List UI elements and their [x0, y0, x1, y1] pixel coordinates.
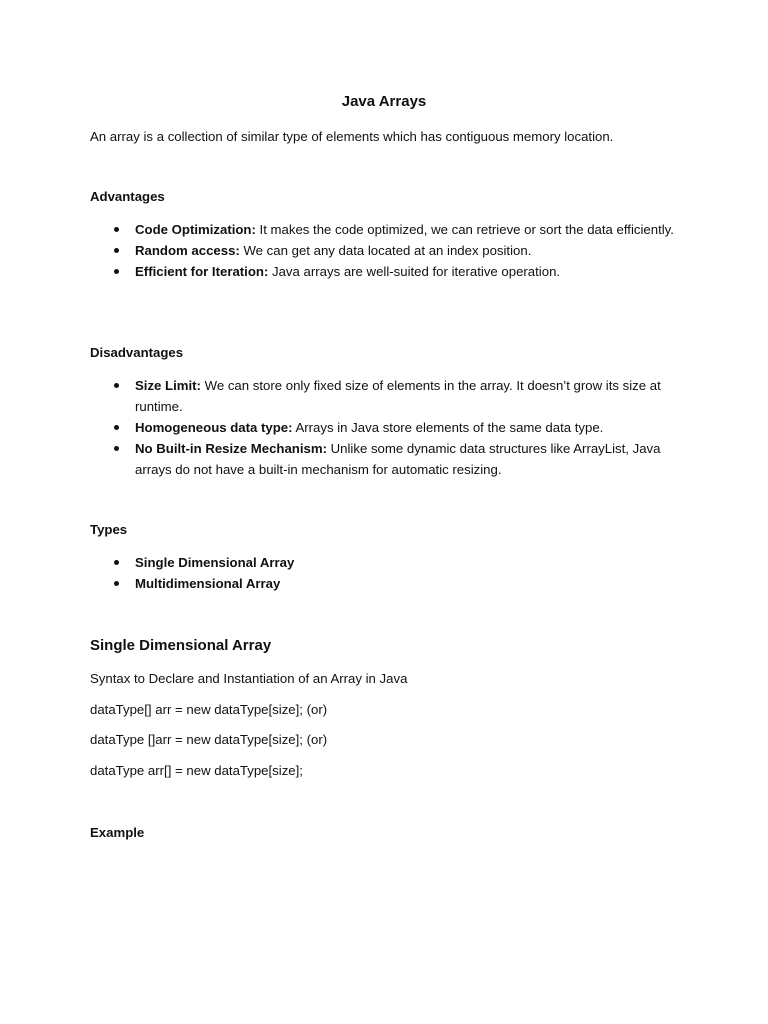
list-item	[90, 219, 686, 240]
syntax-line: dataType[] arr = new dataType[size]; (or)	[90, 702, 328, 717]
item-term: Code Optimization:	[135, 222, 256, 237]
example-heading: Example	[90, 825, 145, 840]
advantages-list	[90, 219, 686, 282]
page-title: Java Arrays	[341, 93, 427, 110]
intro-paragraph: An array is a collection of similar type of elements which has contiguous memory location.	[90, 129, 614, 144]
disadvantages-list	[90, 375, 686, 480]
item-term: Single Dimensional Array	[135, 555, 295, 570]
item-term: Multidimensional Array	[135, 576, 281, 591]
item-text: Unlike some dynamic data structures like ArrayList, Java arrays do not have a built-in mechanism for automatic resizing.	[135, 441, 661, 477]
syntax-intro: Syntax to Declare and Instantiation of an Array in Java	[90, 671, 408, 686]
item-term: No Built-in Resize Mechanism:	[135, 441, 327, 456]
item-text: Arrays in Java store elements of the same data type.	[292, 420, 604, 435]
types-heading: Types	[90, 522, 128, 537]
item-text: We can store only fixed size of elements in the array. It doesn’t grow its size at runtime.	[135, 378, 661, 414]
item-text: We can get any data located at an index position.	[239, 243, 532, 258]
item-term: Random access:	[135, 243, 240, 258]
list-item	[90, 261, 686, 282]
list-item	[90, 438, 686, 480]
item-text: Java arrays are well-suited for iterative operation.	[268, 264, 561, 279]
item-term: Size Limit:	[135, 378, 201, 393]
syntax-line: dataType arr[] = new dataType[size];	[90, 763, 303, 778]
list-item	[90, 417, 686, 438]
item-term: Homogeneous data type:	[135, 420, 293, 435]
list-item	[90, 375, 686, 417]
advantages-heading: Advantages	[90, 189, 165, 204]
disadvantages-heading: Disadvantages	[90, 345, 184, 360]
item-text: It makes the code optimized, we can retrieve or sort the data efficiently.	[255, 222, 674, 237]
list-item	[90, 552, 686, 573]
list-item	[90, 240, 686, 261]
document-page	[90, 0, 686, 1024]
item-term: Efficient for Iteration:	[135, 264, 269, 279]
syntax-line: dataType []arr = new dataType[size]; (or)	[90, 732, 328, 747]
list-item	[90, 573, 686, 594]
types-list	[90, 552, 686, 594]
single-dimensional-heading: Single Dimensional Array	[90, 637, 272, 654]
